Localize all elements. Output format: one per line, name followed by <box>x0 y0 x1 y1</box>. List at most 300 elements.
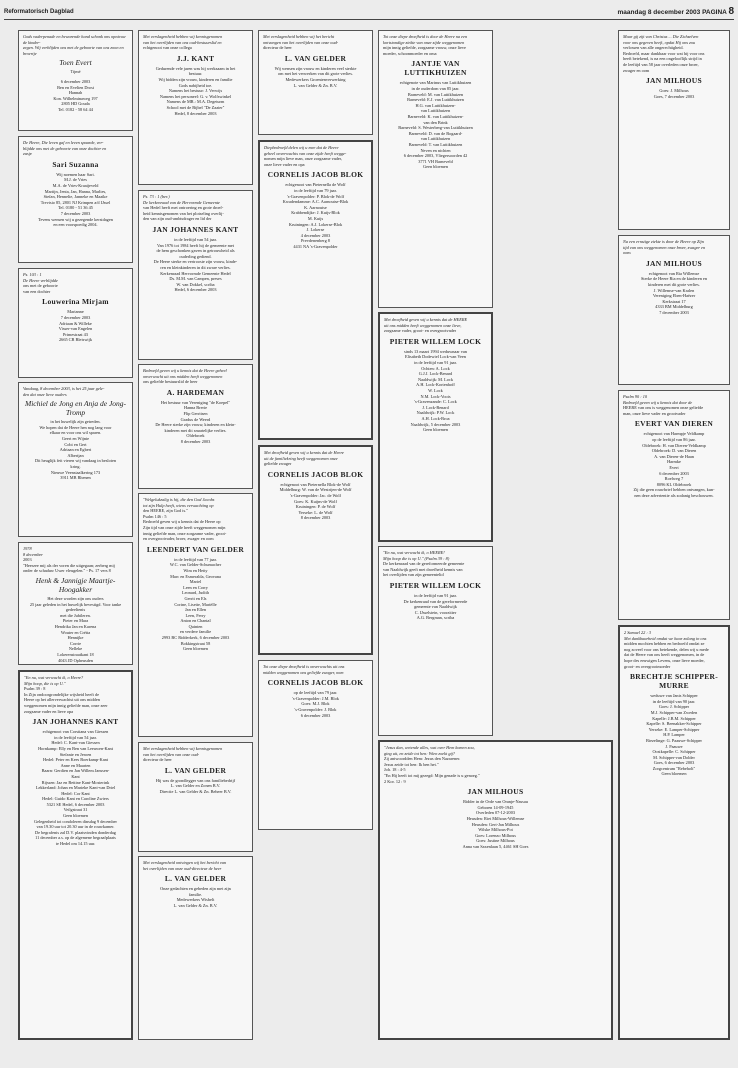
ad-intro-line: onder de schaduw Uwer vleugelen." - Ps. 17 vers 8 <box>23 568 111 574</box>
paper-name: Reformatorisch Dagblad <box>4 9 74 15</box>
ad-intro-line: "En nu, wat verwacht ik, o Heere? <box>24 675 84 680</box>
ad-body-line: Goes, 6 december 2003 <box>653 760 695 766</box>
ad-body-line: 6 december 2003, Vliegersoorden 42 <box>403 153 468 159</box>
ad-body-line: De Heere sterke en vertrooste zijn vrouw, kinde- <box>153 259 238 265</box>
ad-body-line: Kant <box>71 773 80 779</box>
ad-body-line: Hedel, 8 december 2003 <box>174 110 217 116</box>
ad-intro-line: man, onze lieve vader en grootvader <box>623 410 686 416</box>
ad-intro-line: van Hedel heeft met ontroering en grote droef- <box>143 205 224 211</box>
ad-body-line: Hedel: Guido Kant en Caroline Zwiers <box>42 796 109 802</box>
ad-deceased-name: LEENDERT VAN GELDER <box>146 544 245 554</box>
ad-intro-line: het overlijden van zijn gemeentelid <box>383 572 444 578</box>
ad-body-line: Hedel: Cor Kant <box>61 790 90 796</box>
ad-deceased-name: CORNELIS JACOB BLOK <box>267 678 364 688</box>
ad-intro-line: 1978 <box>23 546 32 551</box>
ad-body-line: Corrie <box>70 640 81 646</box>
ad-intro-line: den HEERE, zijn God is." <box>143 508 188 514</box>
ad-body-line: echtgenote van Marinus van Luttikhuizen <box>399 80 472 86</box>
ad-intro-line: oom <box>623 250 631 256</box>
advertisement-pieter-1 <box>378 312 493 542</box>
ad-body-line: Kwadendamme: A.C. Aarnoutse-Blok <box>282 199 349 205</box>
ad-body-line: Adriaan en Egbert <box>59 447 92 453</box>
ad-deceased-name: L. VAN GELDER <box>164 765 227 775</box>
page-header <box>4 8 734 20</box>
ad-intro-line: heid kennisgenomen van het plotseling overlij- <box>143 210 224 216</box>
ad-body-line: W.C. van Gelder-Schumacher <box>169 562 222 568</box>
ad-deceased-name: Toen Evert <box>59 58 92 68</box>
ad-body-line: Lokerenstraatkant 18 <box>57 651 94 657</box>
ad-body-line: M.J. de Vries <box>64 177 87 183</box>
ad-body-line: W. van Dokkel, scriba <box>176 281 215 287</box>
ad-intro-line: Ps. 73 : 1 (ber.) <box>143 194 170 199</box>
ad-intro-line: innig geliefde man, onze zorgzame vader, groot- <box>143 530 227 536</box>
ad-body-line: Gedurende vele jaren was hij werkzaam in het <box>155 65 236 71</box>
ad-body-line: Overleden 07-12-2003 <box>475 810 516 816</box>
ad-deceased-name: EVERT VAN DIEREN <box>634 419 714 429</box>
ad-body-line: Leonard, Judith <box>182 590 209 596</box>
ad-intro-line: ons met de geboorte <box>23 283 58 289</box>
ad-body-line: Heusden: Riet Milhous-Willemse <box>466 815 525 821</box>
ad-body-line: Visser-van Engelen <box>58 326 93 332</box>
advertisement-cornelis-2 <box>258 445 373 655</box>
ad-intro-line: ging uit, en zeide tot hen: Wien zoekt gij? <box>384 750 456 756</box>
ad-deceased-name: PIETER WILLEM LOCK <box>389 580 482 590</box>
ad-intro-line: Mijn hoop die is op U." (Psalm 39 : 8) <box>383 555 450 561</box>
ad-intro-line: Met verslagenheid hebben wij het bericht <box>263 34 335 39</box>
ad-body-line: 's-Gravenzande: C. Lock <box>414 399 457 405</box>
ad-body-line: Kruiningen: A.J. Lokerse-Blok <box>288 221 343 227</box>
ad-intro-line: Bedroefd, maar dankbaar voor wat hij voor ons <box>623 50 705 56</box>
ad-body-line: Kerkstraat 17 <box>662 298 686 304</box>
ad-body-line: Gradus de Weerd <box>180 416 211 422</box>
ad-body-line: M. Schipper-van Dolder <box>653 754 695 760</box>
ad-intro-line: het overlijden van onze oud-directeur de heer <box>143 865 222 871</box>
ad-body-line: Pieter en Mara <box>62 618 89 624</box>
ad-intro-line: De Heere verblijdde <box>23 277 58 283</box>
ad-body-line: echtgenoot van Corstiana van Giessen <box>42 729 109 735</box>
ad-body-line: Ridder in de Orde van Oranje-Nassau <box>463 799 528 805</box>
ad-deceased-name: Sari Suzanna <box>52 159 99 169</box>
ad-body-line: Primestraat 43 <box>63 331 88 337</box>
ad-deceased-name: JAN MILHOUS <box>467 787 524 797</box>
ad-intro-line: midden weggenomen ons geliefde zwager, oom <box>263 669 344 675</box>
ad-body-line: 3771 VH Barneveld <box>418 158 453 164</box>
ad-body-line: in de leeftijd van 54 jaar. <box>54 734 97 740</box>
ad-intro-line: geliefde zwager <box>264 461 292 467</box>
ad-body-line: van Luttikhuizen <box>420 108 451 114</box>
ad-body-line: Naaldwijk: M. Lock <box>418 376 453 382</box>
ad-intro-line: De kerkenraad van de gereformeerde gemeente <box>383 561 465 567</box>
ad-body-line: kinderen met dit smartelijke verlies. <box>164 427 227 433</box>
ad-intro-line: van het overlijden van ons oud-bestuurslid en <box>143 39 222 45</box>
ad-body-line: 7 december 2003 <box>60 314 91 320</box>
advertisement-brechtje <box>618 625 730 1040</box>
ad-body-line: M.A. de Vries-Kraaijeveld <box>52 182 99 188</box>
ad-intro-line: van het overlijden van onze oud- <box>143 751 200 757</box>
ad-body-line: met die Jubileren. <box>60 612 91 618</box>
header-date: maandag 8 december 2003 <box>617 9 701 16</box>
ad-intro-line: zegen. Wij verblijden ons met de geboorte van ons zoon en broertje <box>23 45 124 56</box>
ad-intro-line: Bedroefd geven wij u kennis dat de Heere op <box>143 519 221 525</box>
ad-body-line: Barneveld: S. Westerberg-van Luttikhuizen <box>398 125 473 131</box>
ad-intro-line: weggenomen mijn innig geliefde man, onze zeer <box>24 702 108 708</box>
ad-body-line: School met de Bijbel "De Zaaier" <box>166 104 225 110</box>
ad-body-line: Heusden: Gert-Jan Milhous <box>471 821 520 827</box>
advertisement-hardeman <box>138 364 253 489</box>
ad-body-line: sinds 13 maart 1994 weduwnaar van <box>404 348 467 354</box>
ad-intro-line: Met verslagenheid ontvingen wij het bericht van <box>143 860 227 865</box>
ad-body-line: ren en kleinkinderen in dit zware verlies. <box>160 264 231 270</box>
ad-body-line: 's-Gravenpolder: P. Blok-de Wolf <box>286 193 345 199</box>
ad-body-line: Wij bidden zijn vrouw, kinderen en familie <box>158 76 233 82</box>
ad-body-line: Geboren 14-09-1945 <box>477 804 514 810</box>
ad-body-line: Roelweg 7 <box>664 476 684 482</box>
ad-body-line: echtgenoot van Ria Willemse <box>648 270 700 276</box>
ad-body-line: echtgenoot van Harmpje Veldkamp <box>643 431 705 437</box>
ad-body-line: 8 december 2003 <box>300 515 331 521</box>
ad-body-line: Anton en Chantal <box>180 618 211 624</box>
ad-body-line: in de leeftijd van 91 jaar. <box>414 592 457 598</box>
ad-body-line: 3911 MB Rhenen <box>60 475 91 481</box>
ad-intro-line: van een dochter <box>23 288 51 294</box>
ad-body-line: 2805 HD Gouda <box>61 101 90 107</box>
ad-body-line: echtgenoot van Pieternella Blok-de Wolf <box>280 481 351 487</box>
ad-body-line: Yerseke: L. de Wolf <box>298 509 333 515</box>
advertisement-pieter-2 <box>378 546 493 736</box>
ad-body-line: 6 december 2003 <box>659 470 689 476</box>
ad-body-line: Geen bloemen <box>423 164 448 170</box>
ad-body-line: 7 december 2003 <box>60 210 91 216</box>
ad-body-line: Geen bloemen <box>183 646 208 652</box>
ad-body-line: Wouter en Crétta <box>60 629 91 635</box>
ad-intro-line: 2003 <box>23 557 32 563</box>
ad-body-line: kring. <box>70 463 81 469</box>
ad-body-line: De kerkenraad van de gereformeerde <box>403 598 468 604</box>
ad-body-line: in de leeftijd van 91 jaar. <box>414 359 457 365</box>
ad-intro-line: 2 Kor. 12 : 9 <box>384 778 406 784</box>
advertisement-toen-evert <box>18 30 133 131</box>
ad-body-line: Hanna Brerie <box>183 405 208 411</box>
ad-body-line: G.J.J. Lock-Benard <box>418 371 453 377</box>
ad-body-line: Tevens wensen wij u gezegende kerstdagen <box>38 216 113 222</box>
ad-intro-line: Gods vaderpenade en bewarende hand schonk ons opnieuw de kinder- <box>23 34 126 45</box>
advertisement-jan-milhous-3 <box>618 235 730 385</box>
ad-body-line: Martijn, Jenta, Jan, Hanna, Marlies, <box>44 188 107 194</box>
ad-body-line: Het deze worden zijn ons ouders <box>47 595 104 601</box>
ad-intro-line: Na een ernstige ziekte is door de Heere op Zijn <box>623 239 704 244</box>
ad-body-line: Namens de MR.: M.A. Degeturm <box>166 99 225 105</box>
ad-body-line: Corine, Lisette, Mariëlle <box>174 601 217 607</box>
ad-body-line: J. Lock-Benard <box>422 404 449 410</box>
ad-intro-line: echtgenoot van onze collega <box>143 45 192 51</box>
ad-body-line: Trevisio 85, 2801 NJ Krimpen a/d IJssel <box>40 199 111 205</box>
ad-intro-line: van Naaldwijk geeft met droefheid kennis van <box>383 566 463 572</box>
ad-body-line: N.M. Lock-Voois <box>420 393 451 399</box>
advertisement-jj-kant-kerk <box>138 190 253 360</box>
ad-intro-line: ons geliefde bestuurslid de heer <box>143 379 198 385</box>
ad-body-line: 4333 BM Middelburg <box>655 304 693 310</box>
ad-body-line: M.J. Schipper-van Zweden <box>650 709 698 715</box>
ad-body-line: Oldebroek: H. van Dieren-Veldkamp <box>642 442 706 448</box>
ad-body-line: Oldebroek <box>186 433 205 439</box>
advertisement-henk <box>18 542 133 665</box>
ad-body-line: 8 december 2003 <box>180 438 211 444</box>
ad-deceased-name: Henk & Jannigje Maartje-Hoogakker <box>35 575 116 594</box>
ad-body-line: Ben en Evelien Drost <box>57 84 94 90</box>
ad-body-line: Tel. 0182 - 58 64 44 <box>58 106 93 112</box>
ad-body-line: Hedel: C. Kant-van Giessen <box>51 740 100 746</box>
ad-deceased-name: JAN JOHANNES KANT <box>32 717 119 727</box>
ad-body-line: Goes: K. Kuijns-de Wolf <box>294 498 337 504</box>
ad-intro-line: heeft betekend, is na een ongelooflijk strijd in <box>623 56 702 62</box>
ad-deceased-name: JANTJE VAN LUTTIKHUIZEN <box>404 59 467 78</box>
ad-body-line: Ds. M.M. van Campen, preses <box>169 276 222 282</box>
advertisement-evert <box>618 390 730 620</box>
ad-body-line: van Luttikhuizen <box>420 136 451 142</box>
ad-body-line: Zij die geen rouwbrief hebben ontvangen, kun- <box>633 487 715 493</box>
ad-intro-line: hope des eeuwigen Levens, onze lieve moeder, <box>624 657 705 663</box>
ad-body-line: Wilske Milhous-Pot <box>478 827 513 833</box>
ad-body-line: Cobi en Gert <box>64 441 87 447</box>
ad-body-line: elkaar en voor ons wil sparen. <box>49 430 102 436</box>
ad-body-line: Neven en nichten <box>420 147 451 153</box>
ad-intro-line: de leeftijd van 58 jaar overleden onze broer, <box>623 61 699 67</box>
ad-body-line: in de leeftijd van 77 jaar. <box>174 556 217 562</box>
ad-body-line: 6 december 2003 <box>60 78 91 84</box>
ad-body-line: Wij wensen zijn vrouw en kinderen veel sterkte <box>274 65 357 71</box>
ad-body-line: 's-Gravenpolder: Jac. de Wolf <box>290 492 341 498</box>
ad-intro-line: onze lieve vader en opa <box>264 161 305 167</box>
ad-body-line: 8096 KL Oldebroek <box>656 481 692 487</box>
ad-body-line: Prevdenenberg 8 <box>301 238 330 244</box>
ad-body-line: Kruiningen: P. de Wolf <box>295 504 336 510</box>
ad-body-line: Het bestuur van Vereniging "de Koepel" <box>160 399 231 405</box>
ad-body-line: Geen bloemen <box>661 771 687 777</box>
ad-body-line: J. Willemse-van Kralen <box>653 287 695 293</box>
ad-intro-line: den van zijn oud-ambtsdrager en lid der <box>143 216 212 222</box>
ad-deceased-name: L. VAN GELDER <box>284 53 347 63</box>
ad-body-line: 6 december 2003 <box>300 712 331 718</box>
ad-deceased-name: L. VAN GELDER <box>164 874 227 884</box>
ad-body-line: Hendrika Jan en Karena <box>54 623 97 629</box>
ad-intro-line: Mijn hoop, die is op U." <box>24 680 66 686</box>
ad-deceased-name: CORNELIS JACOB BLOK <box>267 170 364 180</box>
ad-intro-line: verlossen van alle ongerechtigheid. <box>623 45 684 51</box>
ad-body-line: Veilgstraat 31 <box>63 807 88 813</box>
ad-body-line: Anna van Saxenlaan 5, 4461 SH Goes <box>462 843 529 849</box>
ad-intro-line: Ps. 103 : 1 <box>23 272 42 277</box>
ad-body-line: Tel. 0180 - 51 36 45 <box>58 205 93 211</box>
ad-body-line: Jan en Ellen <box>185 607 206 613</box>
ad-body-line: Oostkapelle: C. Schipper <box>652 749 696 755</box>
ad-body-line: echtgenoot van Pieternella de Wolf <box>285 182 346 188</box>
ad-body-line: Lekkerland: Johan en Marieke Kant-van Driel <box>35 785 116 791</box>
ad-deceased-name: JAN MILHOUS <box>645 76 702 86</box>
ad-body-line: H.G. van Luttikhuizen- <box>415 102 456 108</box>
ad-body-line: 's-Gravenpolder: J.M. Blok <box>292 695 339 701</box>
ad-body-line: Barneveld: K. van Luttikhuizen- <box>407 113 464 119</box>
ad-intro-line: ontvangen van het overlijden van onze oud- <box>263 39 339 45</box>
ad-intro-line: "Heerzee mij als der voren die uitgegaan; zerberg mij <box>23 562 115 568</box>
ad-body-line: Albertjan <box>67 452 84 458</box>
ad-body-line: Anne en Maarten <box>60 762 91 768</box>
ad-intro-line: Psalm 90 : 10 <box>623 394 647 399</box>
ad-intro-line: De kerkenraad van de Hervormde Gemeente <box>143 199 220 205</box>
ad-body-line: Medewerkers Wisbelt <box>176 897 215 903</box>
ad-intro-line: "Jezus dan, wetende alles, wat over Hem komen zou, <box>384 745 475 750</box>
ad-body-line: familie. <box>188 891 203 897</box>
ad-intro-line: zorgzame vader, groot- en overgrootvader <box>384 328 457 334</box>
ad-body-line: Sterke de Heere Ria en de kinderen en <box>641 276 707 282</box>
ad-body-line: We hopen dat de Heere hen nog lang voor <box>39 424 112 430</box>
ad-body-line: Marianne <box>67 309 84 315</box>
ad-intro-line: Bedroefd geven wij u kennis dat de Heere geheel <box>143 368 227 373</box>
ad-body-line: Marc en Esmeralda, Geovana <box>170 573 221 579</box>
ad-body-line: Goes: M.J. Blok <box>301 701 330 707</box>
ad-body-line: ouderling gediend. <box>179 253 212 259</box>
advertisement-leendert <box>138 493 253 737</box>
ad-body-line: Hedel, 6 december 2003 <box>174 287 217 293</box>
ad-intro-line: dat de Heere van ons heeft weggenomen, in de <box>624 652 705 658</box>
ad-intro-line: nog zoveel voor ons betekende, delen wij u mede <box>624 646 709 652</box>
ad-body-line: Geert en Wijnie <box>61 435 90 441</box>
ad-body-line: Leen, Ferry <box>185 612 206 618</box>
ad-body-line: van den Brink <box>423 119 448 125</box>
ad-body-line: Tijmé <box>70 69 81 75</box>
ad-body-line: Barneveld: T. van Luttikhuizen <box>408 141 463 147</box>
ad-intro-line: en overgrootvader, broer, zwager en oom <box>143 536 214 542</box>
ad-body-line: K. Aarnoutse <box>304 204 327 210</box>
advertisement-cornelis-3 <box>258 660 373 830</box>
ad-deceased-name: JAN JOHANNES KANT <box>152 224 239 234</box>
ad-body-line: in de leeftijd van 54 jaar. <box>174 236 217 242</box>
ad-body-line: W. Lock <box>428 387 443 393</box>
ad-body-line: Nieuwe Veenstaalkering 173 <box>50 469 101 475</box>
ad-body-line: Barneveld: D. van de Bogaard- <box>408 130 463 136</box>
ad-body-line: Onze gedachten en gebeden zijn met zijn <box>160 886 231 892</box>
ad-intro-line: voor ons gegeven heeft, opdat Hij ons zou <box>623 39 696 45</box>
ad-body-line: 7 december 2003 <box>659 309 689 315</box>
ad-body-line: Kapelle: J.B.M. Schipper <box>652 715 696 721</box>
ad-body-line: en verdere familie <box>179 629 212 635</box>
ad-intro-line: groot- en overgrootmoeder <box>624 663 671 669</box>
ad-intro-line: HEERE van ons is weggenomen onze geliefde <box>623 405 704 411</box>
ad-body-line: Kapelle: S. Beenakker-Schipper <box>646 721 702 727</box>
ad-intro-line: Heere op het allerverwachtst uit ons midden <box>24 697 100 703</box>
ad-body-line: in de ouderdom van 85 jaar. <box>411 85 460 91</box>
ad-intro-line: blijdde ons met de geboorte van onze dochter en <box>23 145 107 151</box>
ad-body-line: Van 1976 tot 1984 heeft hij de gemeente met <box>156 242 235 248</box>
ad-body-line: kinderen met dit grote verlies. <box>648 281 700 287</box>
ad-intro-line: Jezus zeide tot hen: Ik ben het." <box>384 761 439 767</box>
ad-intro-line: Met verslagenheid hebben wij kennisgenomen <box>143 746 223 751</box>
ad-body-line: 2993 BC Ridderkerk, 6 december 2003 <box>161 635 230 641</box>
ad-body-line: Namens het bestuur: J. Verwijs <box>168 88 223 94</box>
ad-intro-line: directeur de heer <box>263 45 292 51</box>
ad-body-line: A.G. Bergman, scriba <box>416 615 455 621</box>
ad-body-line: Barneveld: E.J. van Luttikhuizen <box>407 97 464 103</box>
ad-body-line: Ochten: A. Lock <box>421 365 450 371</box>
ad-intro-line: mijn innig geliefde, zorgzame vrouw, onze lieve <box>383 45 466 51</box>
advertisement-cornelis-1 <box>258 140 373 440</box>
ad-body-line: Stefanie en Jeroen <box>59 751 92 757</box>
ad-body-line: Zorgcentrum "Rebeholt" <box>652 765 696 771</box>
ad-body-line: Goes: J. Schipper <box>658 704 690 710</box>
ad-body-line: Hannah <box>68 90 83 96</box>
ad-body-line: om met het verwerken van dit grote verlies. <box>278 71 353 77</box>
ad-body-line: 's-Gravenpolder: J. Blok <box>294 706 337 712</box>
ad-body-line: Barneveld: M. van Luttikhuizen <box>407 91 464 97</box>
ad-intro-line: Diepbedroefd delen wij u mee dat de Heere <box>264 145 339 150</box>
advertisement-l-van-gelder-2 <box>138 856 253 1040</box>
ad-body-line: in de leeftijd van 79 jaar. <box>294 187 337 193</box>
ad-body-line: Vereniging Eben-Haëzer <box>652 293 696 299</box>
ad-body-line: Baarn: Gerdien en Jan Willem Janssen- <box>41 768 110 774</box>
ad-body-line: op de leeftijd van 79 jaar. <box>293 690 338 696</box>
ad-body-line: Wij noemen haar Sari. <box>56 171 95 177</box>
ad-body-line: L. van Gelder & Zn. B.V. <box>293 82 338 88</box>
ad-body-line: van 19.30 uur tot 20.30 uur in de rouwkamer. <box>36 824 115 830</box>
ad-deceased-name: Michiel de Jong en Anja de Jong-Tromp <box>24 399 127 418</box>
ad-intro-line: moeder, schoonmoeder en oma <box>383 50 437 56</box>
ad-body-line: op de leeftijd van 86 jaar. <box>652 436 696 442</box>
ad-intro-line: De Heere, Die leven gaf en leven spaarde, ver- <box>23 140 104 145</box>
ad-intro-line: Zij antwoordden Hem: Jezus den Nazarener. <box>384 756 461 762</box>
ad-intro-line: Tot onze diepe droefheid is onverwachts uit ons <box>263 664 345 669</box>
ad-deceased-name: JAN MILHOUS <box>645 258 702 268</box>
advertisement-l-van-gelder-1 <box>138 742 253 852</box>
ad-body-line: in het huwelijk zijn getreden. <box>50 419 101 425</box>
ad-body-line: Stefan, Hennelie, Janneke en Maaike <box>43 194 108 200</box>
ad-intro-line: Psalm 146 : 5 <box>143 513 167 519</box>
ad-body-line: Biezelinge: G. Paauwe-Schipper <box>646 737 702 743</box>
ad-intro-line: Zijn tijd van onze zijde heeft weggenomen mijn <box>143 524 226 530</box>
ad-body-line: J. Paauwe <box>665 743 683 749</box>
ad-intro-line: "En Hij heeft tot mij gezegd: Mijn genade is u genoeg." <box>384 772 480 778</box>
ad-body-line: C. IJsselstein, voorzitter <box>414 609 457 615</box>
ad-body-line: de hem geschonken gaven in getrouwheid als <box>156 248 235 254</box>
ad-body-line: Goes: Justine Milhous <box>476 838 515 844</box>
ad-body-line: A.H. Lock-Broa <box>421 415 450 421</box>
ad-intro-line: tot zijn Hulp heeft, wiens verwachting op <box>143 502 214 508</box>
ad-intro-line: zwager en oom <box>623 67 650 73</box>
ad-body-line: Adriaan & Willeke <box>59 320 92 326</box>
ad-body-line: Gelegenheid tot condoleren dinsdag 9 december <box>34 818 117 824</box>
ad-body-line: H.P. Lamper <box>663 732 685 738</box>
ad-body-line: L. van Gelder en Zonen B.V. <box>170 783 221 789</box>
ad-body-line: Geen bloemen <box>423 427 448 433</box>
ad-body-line: 5321 SE Hedel, 6 december 2003 <box>46 801 105 807</box>
ad-body-line: Evert <box>669 464 679 470</box>
ad-body-line: Rijssen: Jaz en Bettine Kant-Mosterink <box>41 779 110 785</box>
ad-body-line: Goes: J. Milhous <box>659 88 689 94</box>
ad-deceased-name: A. HARDEMAN <box>166 387 225 397</box>
ad-body-line: Hij was de grondlegger van ons familiebedrijf <box>155 777 236 783</box>
ad-body-line: Mariel <box>189 579 202 585</box>
ad-intro-line: onverwacht uit ons midden heeft weggenomen <box>143 373 223 379</box>
ad-body-line: 2665 CB Bleiswijk <box>59 337 92 343</box>
ad-body-line: nen deze advertentie als zodanig beschouwen. <box>634 492 714 498</box>
ad-body-line: en een voorspoedig 2004. <box>53 222 98 228</box>
ad-body-line: A. van Dieren-de Haan <box>654 453 694 459</box>
ad-body-line: Naaldwijk, 5 december 2003 <box>410 421 461 427</box>
ad-body-line: Bokkingstraat 58 <box>180 640 211 646</box>
ad-intro-line: In Zijn ondoorgrondelijke wijsheid heeft de <box>24 691 99 697</box>
advertisement-johannes-kant-1 <box>18 670 133 1040</box>
ad-deceased-name: J.J. KANT <box>176 53 215 63</box>
ad-deceased-name: CORNELIS JACOB BLOK <box>267 469 364 479</box>
ad-intro-line: Vandaag, 8 december 2003, is het 25 jaar gele- <box>23 386 105 391</box>
